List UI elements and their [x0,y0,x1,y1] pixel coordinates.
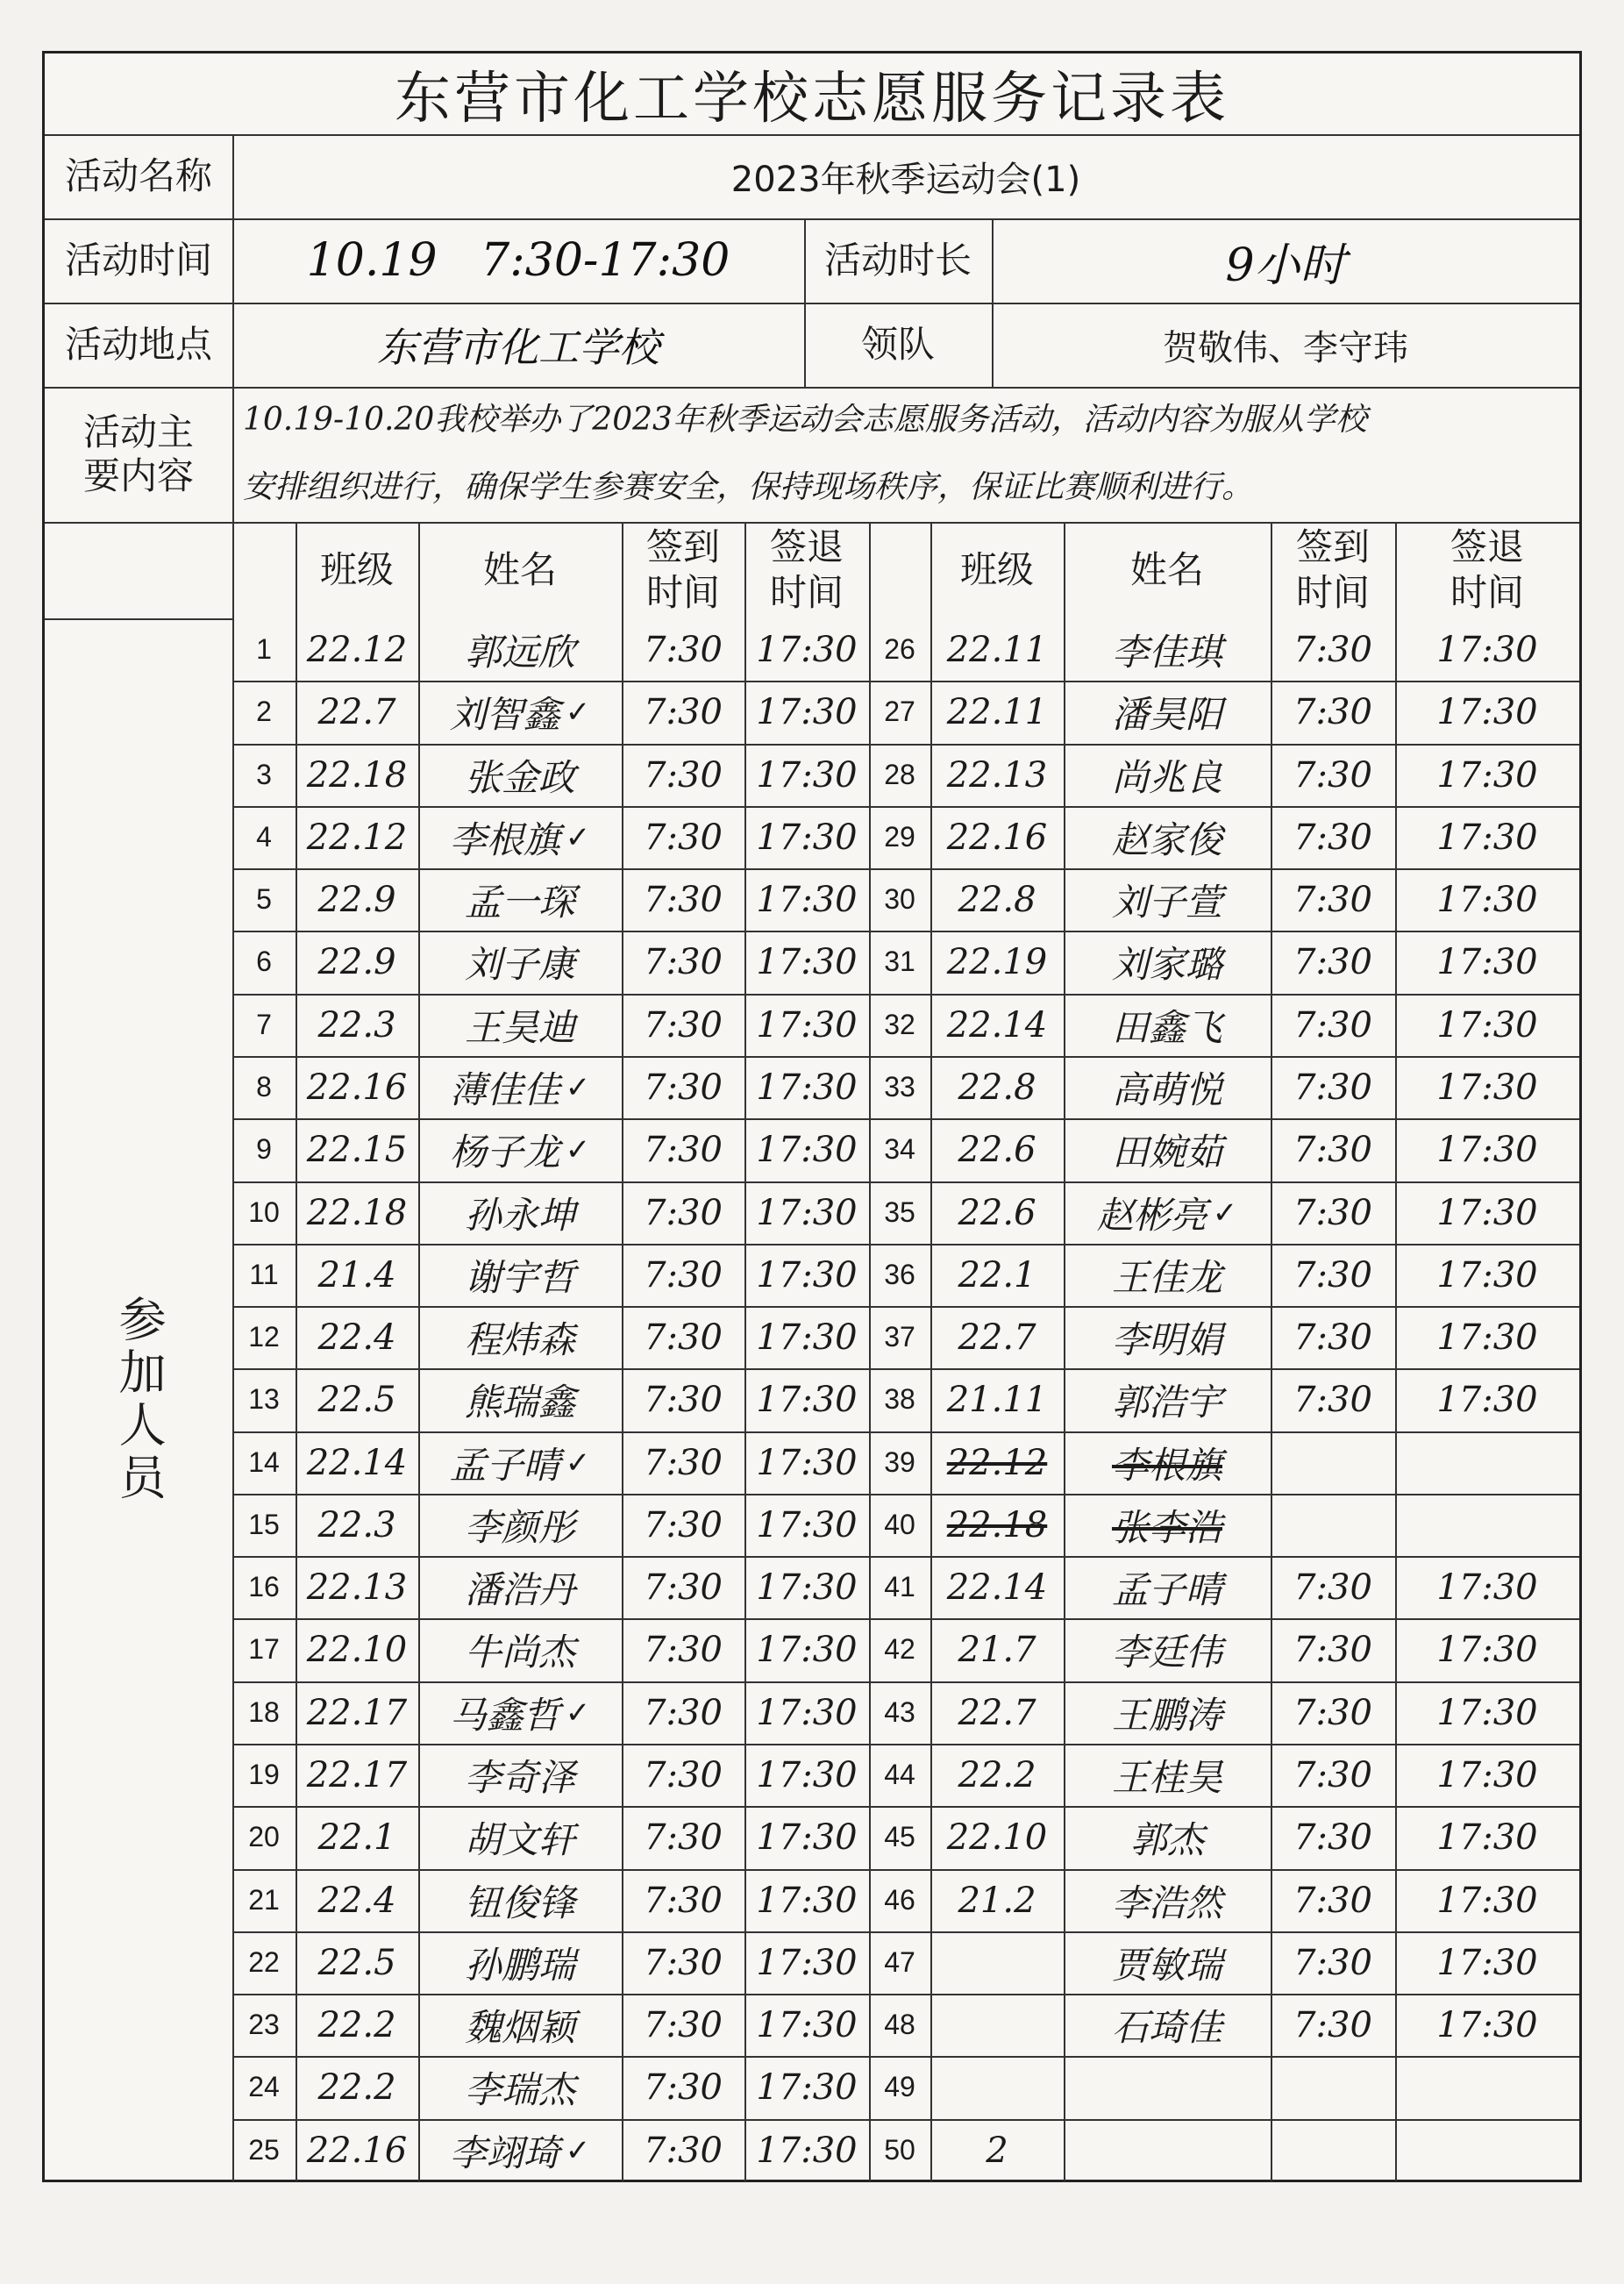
value-activity-place: 东营市化工学校 [377,324,659,371]
row-number: 30 [884,883,915,915]
row-number: 12 [248,1321,280,1353]
value-activity-time: 10.19 7:30-17:30 [306,234,730,287]
checkmark-icon: ✓ [1212,1195,1238,1231]
row-class [930,2056,1064,2118]
row-number: 48 [884,2009,915,2040]
row-sign-in: 7:30 [644,1692,723,1733]
row-number: 29 [884,821,915,853]
label-activity-duration: 活动时长 [823,238,972,282]
row-sign-in: 7:30 [1293,1317,1372,1358]
row-name: 薄佳佳 ✓ [449,1067,591,1111]
row-name: 李浩然 [1111,1881,1222,1924]
row-number: 27 [884,696,915,727]
row-name: 李廷伟 [1111,1630,1222,1674]
row-sign-in: 7:30 [644,1379,723,1420]
row-name: 孟一琛 [464,880,575,924]
row-class: 22.13 [946,754,1048,796]
row-sign-out: 17:30 [756,1880,858,1921]
row-class: 2 [986,2130,1008,2171]
row-number: 49 [884,2071,915,2102]
row-number: 40 [884,1509,915,1540]
row-class: 22.10 [306,1629,408,1670]
row-sign-in: 7:30 [644,941,723,982]
row-sign-in: 7:30 [1293,1254,1372,1295]
row-sign-in: 7:30 [644,1317,723,1358]
value-main-content-line1: 10.19-10.20我校举办了2023年秋季运动会志愿服务活动，活动内容为服从学校 [243,402,1367,439]
row-number: 8 [256,1071,272,1103]
row-name: 李翊琦 ✓ [449,2131,591,2174]
row-sign-in: 7:30 [1293,1129,1372,1170]
value-main-content-line2: 安排组织进行，确保学生参赛安全，保持现场秩序，保证比赛顺利进行。 [243,469,1254,506]
row-sign-out: 17:30 [1436,1567,1538,1608]
row-name [1064,2056,1271,2118]
row-sign-in: 7:30 [644,754,723,796]
checkmark-icon: ✓ [565,1445,591,1481]
row-name [1064,2119,1271,2181]
row-name: 李瑞杰 [464,2067,575,2111]
row-class: 22.6 [958,1192,1036,1233]
row-name: 马鑫哲 ✓ [449,1693,591,1737]
row-sign-out: 17:30 [1436,1880,1538,1921]
row-name: 魏烟颖 [464,2005,575,2049]
row-number: 22 [248,1946,280,1978]
header-signout-left: 签退时间 [769,525,844,614]
row-sign-out [1395,1431,1579,1494]
row-sign-out: 17:30 [1436,1317,1538,1358]
row-sign-out: 17:30 [756,817,858,858]
row-sign-out [1395,1494,1579,1556]
row-sign-out: 17:30 [756,2130,858,2171]
row-sign-in: 7:30 [644,691,723,732]
row-name: 尚兆良 [1111,755,1222,799]
row-name: 潘浩丹 [464,1567,575,1611]
row-name: 孟子晴 ✓ [449,1443,591,1487]
value-activity-name: 2023年秋季运动会(1) [730,159,1081,200]
row-sign-in: 7:30 [644,2066,723,2108]
row-class: 22.14 [946,1567,1048,1608]
row-sign-in: 7:30 [644,2130,723,2171]
form-title: 东营市化工学校志愿服务记录表 [395,67,1229,132]
row-sign-out: 17:30 [1436,1067,1538,1108]
row-class: 22.7 [958,1317,1036,1358]
checkmark-icon: ✓ [565,1131,591,1167]
row-class: 22.2 [317,2066,396,2108]
row-class: 22.8 [958,1067,1036,1108]
row-number: 7 [256,1009,272,1040]
row-class: 22.12 [306,629,408,670]
row-sign-out: 17:30 [756,1004,858,1046]
row-class [930,1931,1064,1994]
row-class: 22.1 [958,1254,1036,1295]
row-class: 22.17 [306,1754,408,1795]
row-sign-out: 17:30 [1436,1816,1538,1858]
row-name: 王鹏涛 [1111,1693,1222,1737]
row-class: 22.6 [958,1129,1036,1170]
row-class: 22.2 [317,2004,396,2045]
row-class: 21.7 [958,1629,1036,1670]
row-name: 孙永坤 [464,1193,575,1237]
row-sign-out: 17:30 [756,691,858,732]
row-sign-in: 7:30 [1293,1629,1372,1670]
row-sign-out: 17:30 [756,1816,858,1858]
value-activity-duration: 9小时 [1225,239,1346,292]
row-class: 22.16 [306,1067,408,1108]
row-number: 35 [884,1196,915,1228]
row-name: 李根旗 [1111,1443,1222,1487]
row-name: 田鑫飞 [1111,1005,1222,1049]
row-class: 22.2 [958,1754,1036,1795]
row-class: 22.7 [958,1692,1036,1733]
row-number: 25 [248,2134,280,2166]
row-name: 刘智鑫 ✓ [449,692,591,736]
row-sign-in: 7:30 [644,1067,723,1108]
row-number: 34 [884,1133,915,1165]
row-sign-out [1395,2056,1579,2118]
row-number: 9 [256,1133,272,1165]
row-name: 孙鹏瑞 [464,1943,575,1987]
row-sign-out: 17:30 [756,1754,858,1795]
row-number: 26 [884,633,915,665]
volunteer-record-form [42,51,1582,2182]
row-sign-in: 7:30 [644,1754,723,1795]
row-sign-out: 17:30 [756,1067,858,1108]
row-sign-out: 17:30 [756,1317,858,1358]
checkmark-icon: ✓ [565,1695,591,1731]
row-name: 胡文轩 [464,1817,575,1861]
row-sign-in: 7:30 [644,1004,723,1046]
row-sign-out: 17:30 [756,754,858,796]
row-number: 6 [256,946,272,977]
checkmark-icon: ✓ [565,2132,591,2168]
row-name: 高萌悦 [1111,1067,1222,1111]
row-name: 石琦佳 [1111,2005,1222,2049]
row-name: 刘家璐 [1111,942,1222,986]
row-sign-out: 17:30 [1436,1629,1538,1670]
row-sign-out: 17:30 [756,1129,858,1170]
row-sign-out: 17:30 [1436,2004,1538,2045]
row-number: 33 [884,1071,915,1103]
row-class: 21.4 [317,1254,396,1295]
row-number: 42 [884,1633,915,1665]
row-sign-in: 7:30 [1293,1754,1372,1795]
row-class: 22.15 [306,1129,408,1170]
row-class: 22.9 [317,879,396,920]
row-class: 22.18 [946,1504,1048,1545]
row-class: 22.13 [306,1567,408,1608]
row-sign-in: 7:30 [1293,1567,1372,1608]
row-sign-in: 7:30 [644,1442,723,1483]
row-class: 22.11 [946,629,1048,670]
row-name: 王桂昊 [1111,1755,1222,1799]
row-sign-out: 17:30 [1436,1004,1538,1046]
header-class-left: 班级 [319,547,394,591]
row-sign-out: 17:30 [756,1567,858,1608]
row-class: 22.3 [317,1004,396,1046]
row-name: 田婉茹 [1111,1130,1222,1174]
row-sign-out: 17:30 [1436,1379,1538,1420]
row-sign-in: 7:30 [644,1254,723,1295]
row-number: 4 [256,821,272,853]
checkmark-icon: ✓ [565,819,591,855]
row-name: 贾敏瑞 [1111,1943,1222,1987]
checkmark-icon: ✓ [565,694,591,730]
row-number: 14 [248,1446,280,1478]
row-sign-in: 7:30 [644,1629,723,1670]
row-sign-out: 17:30 [1436,629,1538,670]
row-number: 5 [256,883,272,915]
row-sign-out: 17:30 [756,1254,858,1295]
row-sign-in: 7:30 [644,2004,723,2045]
row-name: 赵家俊 [1111,817,1222,861]
row-name: 潘昊阳 [1111,692,1222,736]
row-name: 李明娟 [1111,1317,1222,1361]
row-name: 张李浩 [1111,1505,1222,1549]
row-number: 24 [248,2071,280,2102]
row-sign-in: 7:30 [644,1942,723,1983]
header-signout-right: 签退时间 [1449,525,1524,614]
row-sign-out: 17:30 [1436,1254,1538,1295]
row-sign-in: 7:30 [644,1504,723,1545]
row-class: 22.19 [946,941,1048,982]
row-class: 22.16 [306,2130,408,2171]
label-activity-time: 活动时间 [64,238,212,282]
row-class: 22.16 [946,817,1048,858]
row-class: 22.8 [958,879,1036,920]
row-sign-in: 7:30 [1293,1067,1372,1108]
row-sign-out: 17:30 [756,1629,858,1670]
row-class: 22.14 [306,1442,408,1483]
row-name: 刘子萱 [1111,880,1222,924]
row-sign-in: 7:30 [644,1880,723,1921]
row-class: 22.14 [946,1004,1048,1046]
row-sign-in: 7:30 [644,1816,723,1858]
row-name: 刘子康 [464,942,575,986]
header-signin-right: 签到时间 [1295,525,1370,614]
row-class [930,1994,1064,2056]
row-number: 3 [256,759,272,790]
row-sign-out: 17:30 [756,879,858,920]
row-number: 47 [884,1946,915,1978]
row-sign-in: 7:30 [1293,1379,1372,1420]
row-class: 22.17 [306,1692,408,1733]
row-class: 22.5 [317,1379,396,1420]
row-sign-out: 17:30 [1436,1692,1538,1733]
row-name: 李根旗 ✓ [449,817,591,861]
label-activity-place: 活动地点 [64,322,212,366]
row-sign-out: 17:30 [756,1692,858,1733]
row-sign-out: 17:30 [1436,691,1538,732]
header-name-right: 姓名 [1129,547,1204,591]
row-sign-in [1271,1494,1395,1556]
row-sign-out: 17:30 [756,1942,858,1983]
row-number: 18 [248,1696,280,1728]
row-number: 31 [884,946,915,977]
row-number: 36 [884,1259,915,1290]
row-class: 22.10 [946,1816,1048,1858]
row-sign-in [1271,2119,1395,2181]
row-class: 22.7 [317,691,396,732]
row-sign-in: 7:30 [1293,754,1372,796]
row-number: 16 [248,1571,280,1602]
label-leader: 领队 [860,322,935,366]
row-name: 李佳琪 [1111,630,1222,674]
row-name: 孟子晴 [1111,1567,1222,1611]
row-number: 45 [884,1821,915,1852]
row-sign-in [1271,2056,1395,2118]
label-main-content: 活动主要内容 [82,410,194,497]
row-sign-out: 17:30 [1436,941,1538,982]
row-number: 46 [884,1884,915,1916]
row-class: 22.18 [306,754,408,796]
row-number: 11 [249,1259,279,1290]
row-name: 谢宇哲 [464,1255,575,1299]
row-class: 22.5 [317,1942,396,1983]
row-sign-out: 17:30 [756,1192,858,1233]
row-name: 钮俊锋 [464,1881,575,1924]
label-activity-name: 活动名称 [64,153,212,197]
row-number: 32 [884,1009,915,1040]
row-name: 郭浩宇 [1111,1380,1222,1424]
row-number: 2 [256,696,272,727]
row-sign-in: 7:30 [1293,879,1372,920]
row-name: 牛尚杰 [464,1630,575,1674]
row-number: 17 [248,1633,280,1665]
row-number: 13 [248,1383,280,1415]
row-sign-out: 17:30 [1436,754,1538,796]
row-name: 王佳龙 [1111,1255,1222,1299]
row-name: 李颜彤 [464,1505,575,1549]
row-sign-out: 17:30 [756,941,858,982]
header-signin-left: 签到时间 [645,525,720,614]
row-class: 22.4 [317,1317,396,1358]
row-sign-in: 7:30 [1293,1004,1372,1046]
row-class: 22.1 [317,1816,396,1858]
row-name: 郭杰 [1129,1817,1204,1861]
row-class: 22.3 [317,1504,396,1545]
row-sign-in: 7:30 [1293,941,1372,982]
row-sign-in: 7:30 [1293,1192,1372,1233]
row-sign-in: 7:30 [1293,1880,1372,1921]
row-sign-in: 7:30 [644,817,723,858]
row-sign-out: 17:30 [1436,1942,1538,1983]
row-sign-out: 17:30 [756,2066,858,2108]
row-sign-out [1395,2119,1579,2181]
row-number: 38 [884,1383,915,1415]
row-sign-in: 7:30 [1293,817,1372,858]
checkmark-icon: ✓ [565,1069,591,1105]
row-number: 44 [884,1759,915,1790]
row-sign-in: 7:30 [1293,2004,1372,2045]
row-sign-out: 17:30 [756,629,858,670]
row-class: 22.12 [946,1442,1048,1483]
row-sign-in: 7:30 [1293,1942,1372,1983]
row-name: 郭远欣 [464,630,575,674]
row-number: 15 [248,1509,280,1540]
row-sign-in: 7:30 [1293,1692,1372,1733]
row-sign-in: 7:30 [644,629,723,670]
label-participants: 参加人员 [111,1295,167,1505]
row-sign-in: 7:30 [644,1129,723,1170]
row-sign-out: 17:30 [756,1504,858,1545]
row-name: 张金政 [464,755,575,799]
row-number: 19 [248,1759,280,1790]
row-class: 22.18 [306,1192,408,1233]
value-leader: 贺敬伟、李守玮 [1163,327,1408,368]
row-class: 22.12 [306,817,408,858]
row-sign-in: 7:30 [644,879,723,920]
row-sign-in: 7:30 [644,1567,723,1608]
row-class: 22.11 [946,691,1048,732]
row-sign-out: 17:30 [1436,879,1538,920]
row-name: 程炜森 [464,1317,575,1361]
row-number: 37 [884,1321,915,1353]
row-sign-out: 17:30 [756,2004,858,2045]
row-number: 10 [248,1196,280,1228]
row-name: 赵彬亮 ✓ [1096,1193,1238,1237]
row-name: 李奇泽 [464,1755,575,1799]
row-sign-out: 17:30 [1436,817,1538,858]
row-number: 50 [884,2134,915,2166]
row-sign-in: 7:30 [1293,1816,1372,1858]
row-class: 22.9 [317,941,396,982]
row-sign-in [1271,1431,1395,1494]
row-class: 21.11 [946,1379,1048,1420]
row-name: 熊瑞鑫 [464,1380,575,1424]
row-sign-out: 17:30 [1436,1192,1538,1233]
row-number: 41 [884,1571,915,1602]
row-class: 21.2 [958,1880,1036,1921]
row-sign-in: 7:30 [1293,691,1372,732]
row-sign-in: 7:30 [1293,629,1372,670]
row-sign-out: 17:30 [1436,1129,1538,1170]
row-number: 28 [884,759,915,790]
row-sign-out: 17:30 [756,1442,858,1483]
row-number: 43 [884,1696,915,1728]
row-name: 杨子龙 ✓ [449,1130,591,1174]
header-name-left: 姓名 [482,547,557,591]
row-sign-in: 7:30 [644,1192,723,1233]
row-sign-out: 17:30 [756,1379,858,1420]
row-number: 1 [256,633,272,665]
row-number: 21 [248,1884,280,1916]
row-class: 22.4 [317,1880,396,1921]
row-number: 23 [248,2009,280,2040]
row-name: 王昊迪 [464,1005,575,1049]
row-sign-out: 17:30 [1436,1754,1538,1795]
row-number: 39 [884,1446,915,1478]
row-number: 20 [248,1821,280,1852]
header-class-right: 班级 [959,547,1034,591]
